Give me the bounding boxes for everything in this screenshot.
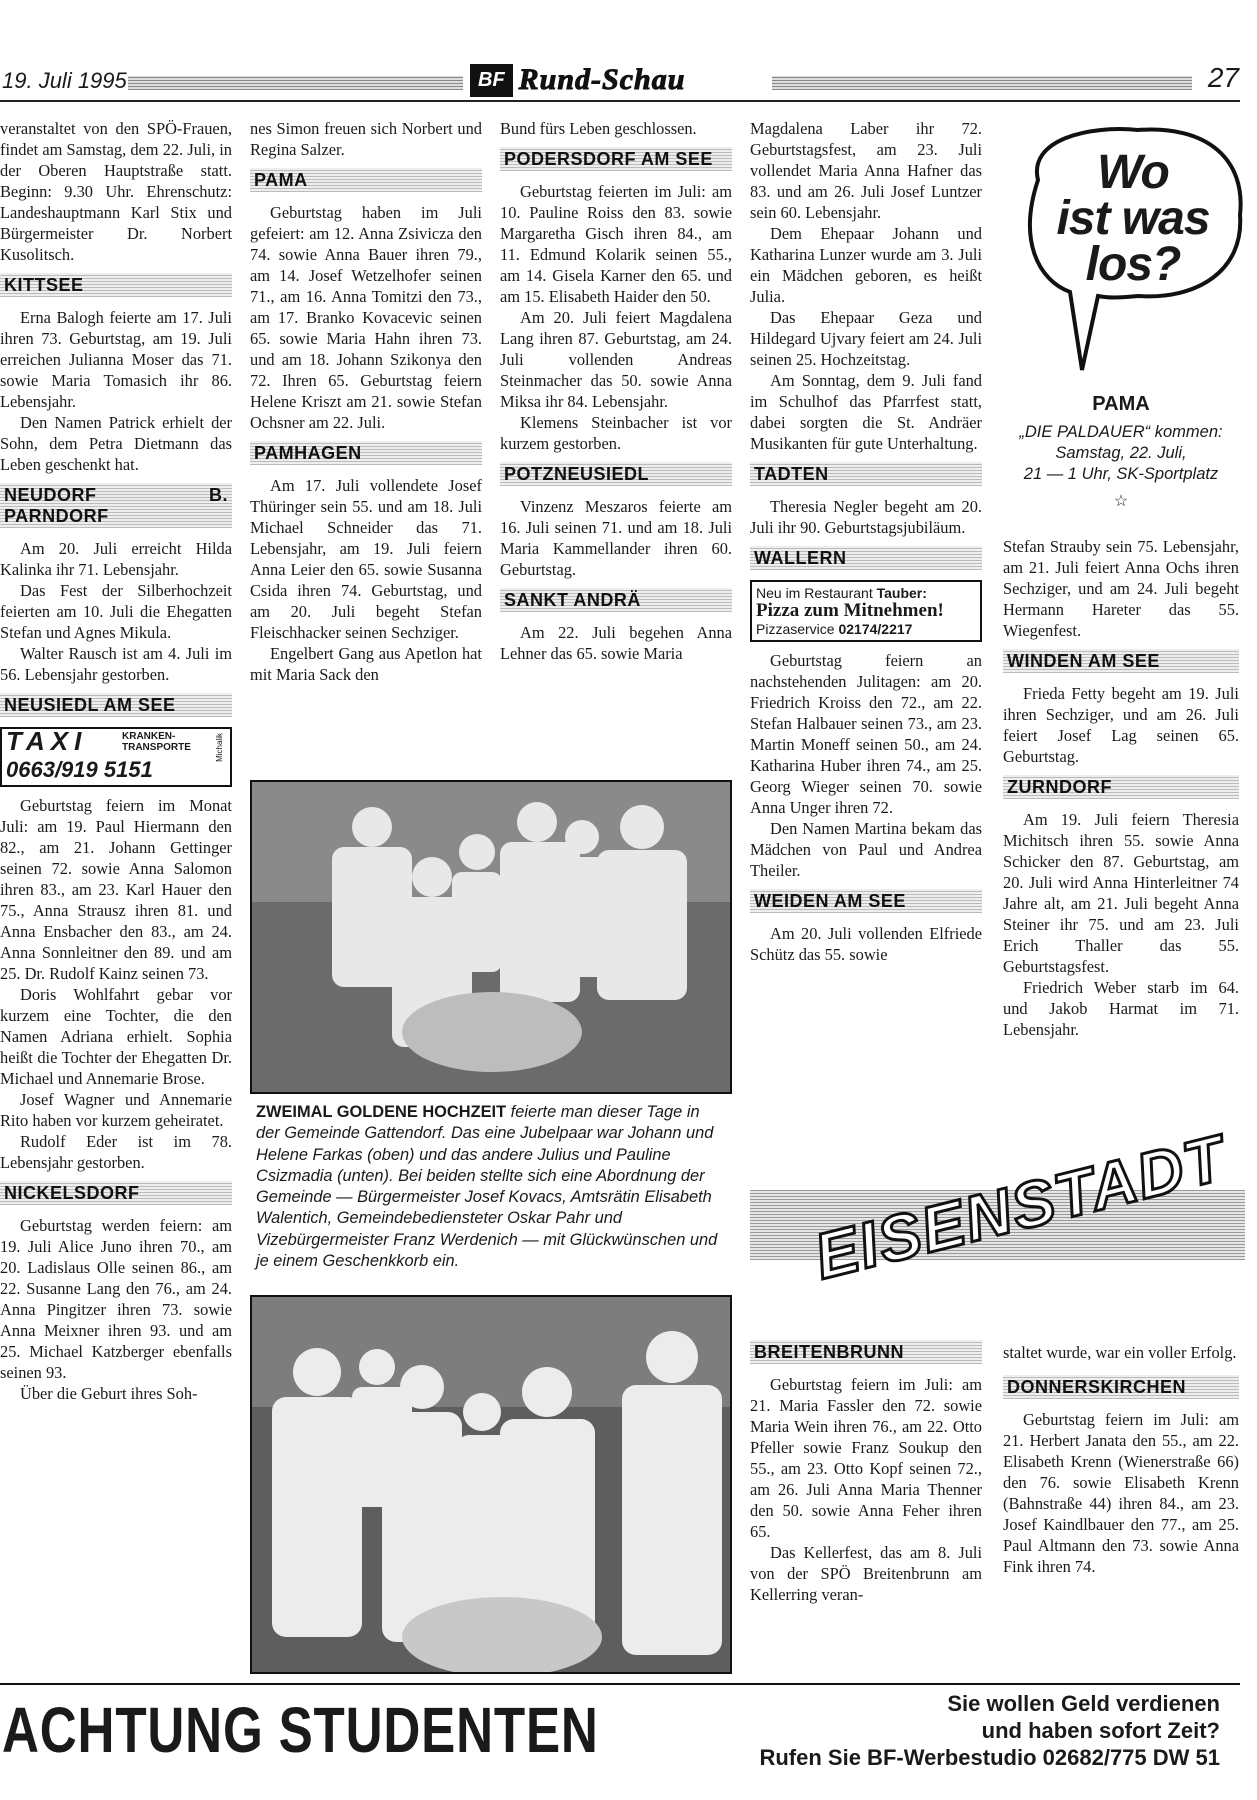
event-time: 21 — 1 Uhr, SK-Sportplatz: [1023, 465, 1219, 483]
section-heading-zurndorf: ZURNDORF: [1003, 775, 1239, 799]
article-paragraph: Am 22. Juli begehen Anna Lehner das 65. sowie Maria: [500, 623, 732, 663]
footer-ad-line: Sie wollen Geld verdienen: [947, 1691, 1220, 1716]
article-paragraph: Vinzenz Meszaros feierte am 16. Juli seinen 71. und am 18. Juli Maria Kammellander ihren 60. Geburtstag.: [500, 497, 732, 579]
article-paragraph: Magdalena Laber ihr 72. Geburtstagsfest, am 23. Juli vollendet Maria Anna Hafner das 83. und am 26. Juli Josef Luntzer sein 60. Lebensjahr.: [750, 119, 982, 222]
pizza-ad-line3: [756, 620, 976, 638]
issue-date: 19. Juli 1995: [2, 68, 127, 93]
bubble-line: Wo: [1097, 146, 1169, 199]
caption-headline: ZWEIMAL GOLDENE HOCHZEIT: [256, 1103, 507, 1121]
caption-text: feierte man dieser Tage in der Gemeinde Gattendorf. Das eine Jubelpaar war Johann und Helene Farkas (oben) und das andere Julius und Pauline Csizmadia (unten). Bei beiden stellte sich eine Abordnung der Gemeinde — Bürgermeister Josef Kovacs, Amtsrätin Elisabeth Walentich, Gemeindebediensteter Oskar Pahr und Vizebürgermeister Franz Werdenich — mit Glückwünschen und je einem Geschenkkorb ein.: [256, 1103, 718, 1271]
photo-farkas-couple: [250, 780, 732, 1094]
article-paragraph: nes Simon freuen sich Norbert und Regina Salzer.: [250, 119, 482, 159]
event-title: „DIE PALDAUER“ kommen:: [1019, 423, 1223, 441]
footer-ad-title: ACHTUNG STUDENTEN: [2, 1694, 599, 1766]
eisenstadt-banner: [750, 1121, 1245, 1293]
footer-ad-text: [700, 1690, 1220, 1771]
masthead-logo: [470, 62, 685, 98]
article-paragraph: Am 20. Juli erreicht Hilda Kalinka ihr 71. Lebensjahr.: [0, 539, 232, 579]
header-rule-right: [772, 76, 1192, 90]
taxi-service: [122, 731, 191, 753]
header-rule-left: [128, 76, 463, 90]
taxi-service-line: KRANKEN-: [122, 731, 176, 742]
section-heading-weiden: WEIDEN AM SEE: [750, 889, 982, 913]
section-heading-potzneusiedl: POTZNEUSIEDL: [500, 462, 732, 486]
article-paragraph: Stefan Strauby sein 75. Lebensjahr, am 21. Juli feiert Anna Ochs ihren Sechziger, und am 24. Juli begeht Hermann Hareter das 55. Wiegenfest.: [1003, 537, 1239, 640]
article-paragraph: Am 20. Juli feiert Magdalena Lang ihren 87. Geburtstag, am 24. Juli vollenden Andreas Steinmacher das 50. sowie Anna Miksa ihr 84. Lebensjahr.: [500, 308, 732, 411]
article-paragraph: Geburtstag werden feiern: am 19. Juli Alice Juno ihren 70., am 20. Ladislaus Olle seinen 86., am 22. Susanne Lang den 76., am 24. Anna Pingitzer ihren 73. sowie Anna Meixner ihren 93. und am 25. Michael Katzberger ebenfalls seinen 93.: [0, 1216, 232, 1382]
pizza-phone: 02174/2217: [838, 621, 913, 637]
header-divider: [0, 100, 1240, 102]
article-paragraph: Geburtstag feiern im Juli: am 21. Maria Fassler den 72. sowie Maria Wein ihren 76., am 22. Otto Pfeller sowie Franz Soukup den 55., am 23. Otto Kopf seinen 72., am 26. Juli Anna Maria Thenner den 50. sowie Anna Feher ihren 65.: [750, 1375, 982, 1541]
column-3: [500, 118, 732, 664]
section-heading-kittsee: KITTSEE: [0, 273, 232, 297]
footer-ad-line: und haben sofort Zeit?: [981, 1718, 1220, 1743]
donnerskirchen-column: [1003, 1342, 1239, 1577]
article-paragraph: Geburtstag feierten im Juli: am 10. Pauline Roiss den 83. sowie Margaretha Gisch ihren 84., am 11. Edmund Kolarik seinen 55., am 14. Gisela Karner den 65. und am 15. Elisabeth Haider den 50.: [500, 182, 732, 306]
event-place: PAMA: [1092, 393, 1150, 415]
section-heading-wallern: WALLERN: [750, 546, 982, 570]
event-announcement: [1000, 393, 1242, 511]
article-paragraph: Am Sonntag, dem 9. Juli fand im Schulhof das Pfarrfest statt, dabei sorgten die St. Andräer Musikanten für gute Unterhaltung.: [750, 371, 982, 453]
page-number: 27: [1207, 62, 1239, 93]
breitenbrunn-column: [750, 1340, 982, 1605]
section-heading-pamhagen: PAMHAGEN: [250, 441, 482, 465]
column-2: [250, 118, 482, 685]
article-paragraph: Am 17. Juli vollendete Josef Thüringer sein 55. und am 18. Juli Michael Schneider das 71. Lebensjahr, am 19. Juli feiern Anna Leier den 65. sowie Susanna Csida ihren 74. Geburtstag, und am 20. Juli begeht Stefan Fleischhacker seinen Sechziger.: [250, 476, 482, 642]
article-paragraph: veranstaltet von den SPÖ-Frauen, findet am Samstag, dem 22. Juli, in der Oberen Hauptstraße statt. Beginn: 9.30 Uhr. Ehrenschutz: Landeshauptmann Karl Stix und Bürgermeister Dr. Norbert Kusolitsch.: [0, 119, 232, 264]
pizza-ad-slogan: Pizza zum Mitnehmen!: [756, 600, 944, 621]
bubble-text: [1028, 146, 1238, 291]
article-paragraph: Über die Geburt ihres Soh-: [20, 1384, 198, 1403]
bubble-line: ist was: [1056, 192, 1210, 245]
restaurant-name: Tauber:: [876, 585, 927, 601]
article-paragraph: Den Namen Patrick erhielt der Sohn, dem Petra Dietmann das Leben geschenkt hat.: [0, 413, 232, 474]
article-paragraph: Rudolf Eder ist im 78. Lebensjahr gestorben.: [0, 1132, 232, 1172]
article-paragraph: Am 19. Juli feiern Theresia Michitsch ihren 55. sowie Anna Schicker den 87. Geburtstag, am 20. Juli wird Anna Hinterleitner 74 Jahre alt, am 21. Juli begeht Anna Steiner ihr 75. und am 23. Juli Erich Thaller das 55. Geburtstagsfest.: [1003, 810, 1239, 976]
section-heading-donnerskirchen: DONNERSKIRCHEN: [1003, 1375, 1239, 1399]
taxi-ad: [0, 727, 232, 787]
bf-logo: BF: [470, 64, 513, 97]
article-paragraph: staltet wurde, war ein voller Erfolg.: [1003, 1343, 1237, 1362]
article-paragraph: Walter Rausch ist am 4. Juli im 56. Lebensjahr gestorben.: [0, 644, 232, 684]
section-heading-neudorf: NEUDORF B. PARNDORF: [0, 483, 232, 528]
bubble-line: los?: [1085, 238, 1181, 291]
article-paragraph: Engelbert Gang aus Apetlon hat mit Maria Sack den: [250, 644, 482, 684]
photo-caption: [256, 1102, 726, 1272]
star-icon: ☆: [1113, 493, 1129, 510]
event-date: Samstag, 22. Juli,: [1055, 444, 1187, 462]
pizza-ad-text: Neu im Restaurant: [756, 585, 877, 601]
article-paragraph: Frieda Fetty begeht am 19. Juli ihren Sechziger, und am 26. Juli feiert Josef Lag seinen 65. Geburtstag.: [1003, 684, 1239, 766]
article-paragraph: Das Fest der Silberhochzeit feierten am 10. Juli die Ehegatten Stefan und Agnes Mikula.: [0, 581, 232, 642]
column-1: [0, 118, 232, 1404]
article-paragraph: Josef Wagner und Annemarie Rito haben vor kurzem geheiratet.: [0, 1090, 232, 1130]
pizza-ad: [750, 580, 982, 642]
footer-divider: [0, 1683, 1240, 1685]
taxi-owner: Michalik: [215, 733, 224, 762]
article-paragraph: Das Ehepaar Geza und Hildegard Ujvary feiert am 24. Juli seinen 25. Hochzeitstag.: [750, 308, 982, 369]
photo-group-illustration: [252, 782, 730, 1092]
article-paragraph: Am 20. Juli vollenden Elfriede Schütz das 55. sowie: [750, 924, 982, 964]
article-paragraph: Geburtstag haben im Juli gefeiert: am 12. Anna Zsivicza den 74. sowie Anna Bauer ihren 79., am 14. Josef Wetzelhofer seinen 71., am 16. Anna Tomitzi den 73., am 17. Branko Kovacevic seinen 65. sowie Maria Hahn ihren 73. und am 18. Johann Szikonya den 72. Ihren 65. Geburtstag feiern Helene Kriszt am 21. sowie Stefan Ochsner am 22. Juli.: [250, 203, 482, 432]
section-heading-sankt-andrae: SANKT ANDRÄ: [500, 588, 732, 612]
column-5: [1003, 536, 1239, 1040]
photo-group-illustration: [252, 1297, 730, 1672]
eisenstadt-title: EISENSTADT: [807, 1121, 1234, 1293]
taxi-word: TAXI: [6, 726, 88, 756]
article-paragraph: Klemens Steinbacher ist vor kurzem gestorben.: [500, 413, 732, 453]
section-heading-pama: PAMA: [250, 168, 482, 192]
article-paragraph: Bund fürs Leben geschlossen.: [500, 119, 697, 138]
article-paragraph: Das Kellerfest, das am 8. Juli von der SPÖ Breitenbrunn am Kellerring veran-: [750, 1543, 982, 1604]
section-heading-tadten: TADTEN: [750, 462, 982, 486]
article-paragraph: Friedrich Weber starb im 64. und Jakob Harmat im 71. Lebensjahr.: [1003, 978, 1239, 1039]
article-paragraph: Theresia Negler begeht am 20. Juli ihr 90. Geburtstagsjubiläum.: [750, 497, 982, 537]
section-heading-nickelsdorf: NICKELSDORF: [0, 1181, 232, 1205]
footer-ad-contact: Rufen Sie BF-Werbestudio 02682/775 DW 51: [759, 1745, 1220, 1770]
taxi-service-line: TRANSPORTE: [122, 742, 191, 753]
taxi-phone: 0663/919 5151: [6, 757, 153, 782]
article-paragraph: Dem Ehepaar Johann und Katharina Lunzer wurde am 3. Juli ein Mädchen geboren, es heißt Julia.: [750, 224, 982, 306]
article-paragraph: Doris Wohlfahrt gebar vor kurzem eine Tochter, die den Namen Adriana erhielt. Sophia heißt die Tochter der Ehegatten Dr. Michael und Annemarie Brose.: [0, 985, 232, 1088]
pizza-ad-text: Pizzaservice: [756, 621, 839, 637]
column-4: [750, 118, 982, 965]
article-paragraph: Geburtstag feiern im Monat Juli: am 19. Paul Hiermann den 82., am 21. Johann Gettinger seinen 72. sowie Anna Salomon ihren 83., am 23. Karl Hauer den 75., Anna Strausz ihren 81. und Anna Ensbacher den 83., am 24. Anna Sonnleitner den 89. und am 25. Dr. Rudolf Kainz seinen 73.: [0, 796, 232, 983]
wo-ist-was-los-bubble: [1018, 120, 1248, 375]
section-heading-neusiedl: NEUSIEDL AM SEE: [0, 693, 232, 717]
article-paragraph: Den Namen Martina bekam das Mädchen von Paul und Andrea Theiler.: [750, 819, 982, 880]
section-heading-winden: WINDEN AM SEE: [1003, 649, 1239, 673]
article-paragraph: Erna Balogh feierte am 17. Juli ihren 73. Geburtstag, am 19. Juli erreichen Julianna Moser das 71. sowie Maria Tomasich ihr 86. Lebensjahr.: [0, 308, 232, 411]
rund-schau-logo: Rund-Schau: [518, 63, 686, 96]
photo-csizmadia-couple: [250, 1295, 732, 1674]
article-paragraph: Geburtstag feiern an nachstehenden Julitagen: am 20. Friedrich Kroiss den 72., am 22. Stefan Halbauer seinen 73., am 23. Martin Moneff seinen 50., am 24. Katharina Huber ihren 74., am 25. Georg Wieger seinen 70. sowie Anna Unger ihren 72.: [750, 651, 982, 817]
section-heading-podersdorf: PODERSDORF AM SEE: [500, 147, 732, 171]
section-heading-breitenbrunn: BREITENBRUNN: [750, 1340, 982, 1364]
article-paragraph: Geburtstag feiern im Juli: am 21. Herbert Janata den 55., am 22. Elisabeth Krenn (Wienerstraße 66) den 76. sowie Elisabeth Krenn (Bahnstraße 44) ihren 84., am 23. Josef Kaindlbauer den 77., am 25. Paul Altmann den 73. sowie Anna Fink ihren 74.: [1003, 1410, 1239, 1576]
